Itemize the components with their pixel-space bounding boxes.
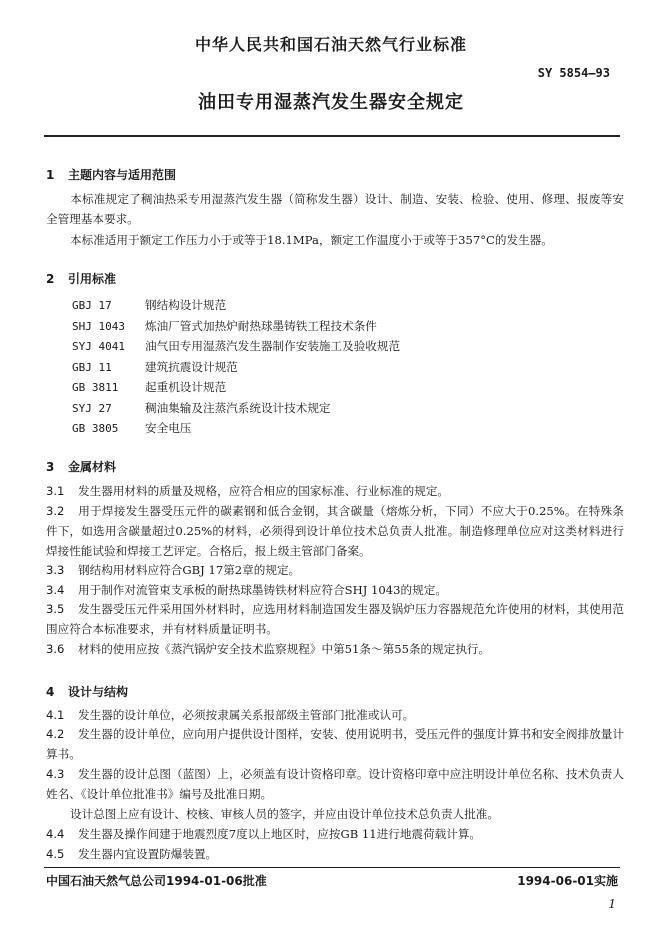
clause-number: 4.1: [46, 708, 65, 722]
section-number: 4: [46, 685, 55, 699]
reference-code: GBJ 17: [72, 299, 112, 312]
paragraph: [46, 231, 624, 251]
reference-item: [72, 336, 400, 357]
clause-text: 钢结构用材料应符合GBJ 17第2章的规定。: [78, 563, 301, 577]
reference-code: SYJ 27: [72, 401, 112, 415]
paragraph-text: 本标准适用于额定工作压力小于或等于18.1MPa，额定工作温度小于或等于357°C的发生器。: [70, 233, 553, 247]
clause: [46, 825, 624, 845]
clause: [46, 845, 624, 865]
reference-code: SHJ 1043: [72, 319, 125, 333]
reference-title: 稠油集输及注蒸汽系统设计技术规定: [145, 400, 331, 415]
document-title: 油田专用湿蒸汽发生器安全规定: [198, 92, 464, 113]
clause: [46, 600, 624, 640]
reference-title: 安全电压: [145, 421, 192, 435]
reference-title: 起重机设计规范: [145, 380, 227, 394]
section-title: 金属材料: [68, 460, 117, 474]
clause-text: 发生器及操作间建于地震烈度7度以上地区时，应按GB 11进行地震荷载计算。: [78, 827, 482, 841]
clause: [46, 640, 624, 660]
clause-number: 3.6: [46, 642, 65, 656]
reference-code: GB 3811: [72, 381, 119, 394]
reference-item: [72, 316, 400, 337]
clause-text: 发生器的设计总图（蓝图）上，必须盖有设计资格印章。设计资格印章中应注明设计单位名称、技术负责人姓名、《设计单位批准书》编号及批准日期。: [46, 767, 624, 801]
industry-standard-heading: 中华人民共和国石油天然气行业标准: [194, 35, 467, 54]
footer-rule: [44, 867, 620, 868]
reference-title: 建筑抗震设计规范: [145, 359, 238, 374]
clause-number: 4.3: [46, 767, 65, 781]
clause: [46, 502, 624, 561]
clause: [46, 561, 624, 581]
reference-item: [72, 377, 400, 398]
paragraph-text: 设计总图上应有设计、校核、审核人员的签字，并应由设计单位技术总负责人批准。: [70, 807, 499, 821]
reference-item: [72, 357, 400, 378]
clause-text: 用于焊接发生器受压元件的碳素钢和低合金钢，其含碳量（熔炼分析，下同）不应大于0.25%。在特殊条件下，如选用含碳量超过0.25%的材料，必须得到设计单位技术总负责人批准。制造修理单位应对这类材料进行焊接性能试验和焊接工艺评定。合格后，报上级主管部门备案。: [46, 504, 624, 558]
section-heading: [46, 166, 176, 183]
clause-number: 3.5: [46, 602, 65, 616]
reference-item: [72, 398, 400, 419]
clause: [46, 765, 624, 805]
reference-code: SYJ 4041: [72, 340, 125, 353]
clause-text: 发生器内宜设置防爆装置。: [78, 847, 218, 861]
clause-number: 3.3: [46, 563, 65, 577]
clause: [46, 482, 624, 502]
clause-number: 4.4: [46, 827, 65, 841]
standard-code: SY 5854—93: [537, 66, 610, 80]
approval-note: 中国石油天然气总公司1994-01-06批准: [46, 874, 267, 888]
clause-text: 发生器的设计单位，应向用户提供设计图样，安装、使用说明书，受压元件的强度计算书和安全阀排放量计算书。: [46, 727, 624, 761]
reference-code: GBJ 11: [72, 360, 112, 374]
section-number: 3: [46, 460, 55, 474]
header-rule: [44, 135, 620, 137]
section-number: 2: [46, 272, 55, 286]
clause-number: 4.5: [46, 847, 65, 861]
reference-title: 油气田专用湿蒸汽发生器制作安装施工及验收规范: [145, 339, 401, 353]
clause: [46, 581, 624, 601]
section-number: 1: [46, 168, 55, 182]
clause-text: 材料的使用应按《蒸汽锅炉安全技术监察规程》中第51条～第55条的规定执行。: [78, 642, 491, 656]
clause: [46, 706, 624, 726]
section-title: 设计与结构: [68, 685, 129, 699]
section-title: 引用标准: [68, 272, 117, 286]
page-number: 1: [608, 897, 616, 911]
section-heading: [46, 270, 116, 287]
implementation-date: 1994-06-01实施: [517, 874, 618, 888]
clause-number: 3.4: [46, 583, 65, 597]
clause-text: 发生器受压元件采用国外材料时，应选用材料制造国发生器及锅炉压力容器规范允许使用的材料，其使用范围应符合本标准要求，并有材料质量证明书。: [46, 602, 624, 636]
clause-text: 用于制作对流管束支承板的耐热球墨铸铁材料应符合SHJ 1043的规定。: [78, 583, 447, 597]
section-heading: [46, 683, 128, 700]
clause: [46, 725, 624, 765]
reference-title: 炼油厂管式加热炉耐热球墨铸铁工程技术条件: [145, 318, 377, 333]
clause-text: 发生器的设计单位，必须按隶属关系报部级主管部门批准或认可。: [78, 708, 415, 722]
reference-title: 钢结构设计规范: [145, 298, 227, 312]
clause-number: 3.1: [46, 484, 65, 498]
paragraph-text: 本标准规定了稠油热采专用湿蒸汽发生器（简称发生器）设计、制造、安装、检验、使用、修理、报废等安全管理基本要求。: [46, 192, 624, 226]
reference-item: [72, 418, 400, 439]
clause-number: 4.2: [46, 727, 65, 741]
section-heading: [46, 458, 116, 475]
clause-number: 3.2: [46, 504, 65, 518]
reference-code: GB 3805: [72, 422, 119, 435]
paragraph: [46, 805, 624, 825]
paragraph: [46, 190, 624, 230]
section-title: 主题内容与适用范围: [68, 168, 177, 182]
reference-item: [72, 295, 400, 316]
reference-list: [72, 295, 400, 439]
clause-text: 发生器用材料的质量及规格，应符合相应的国家标准、行业标准的规定。: [78, 484, 450, 498]
